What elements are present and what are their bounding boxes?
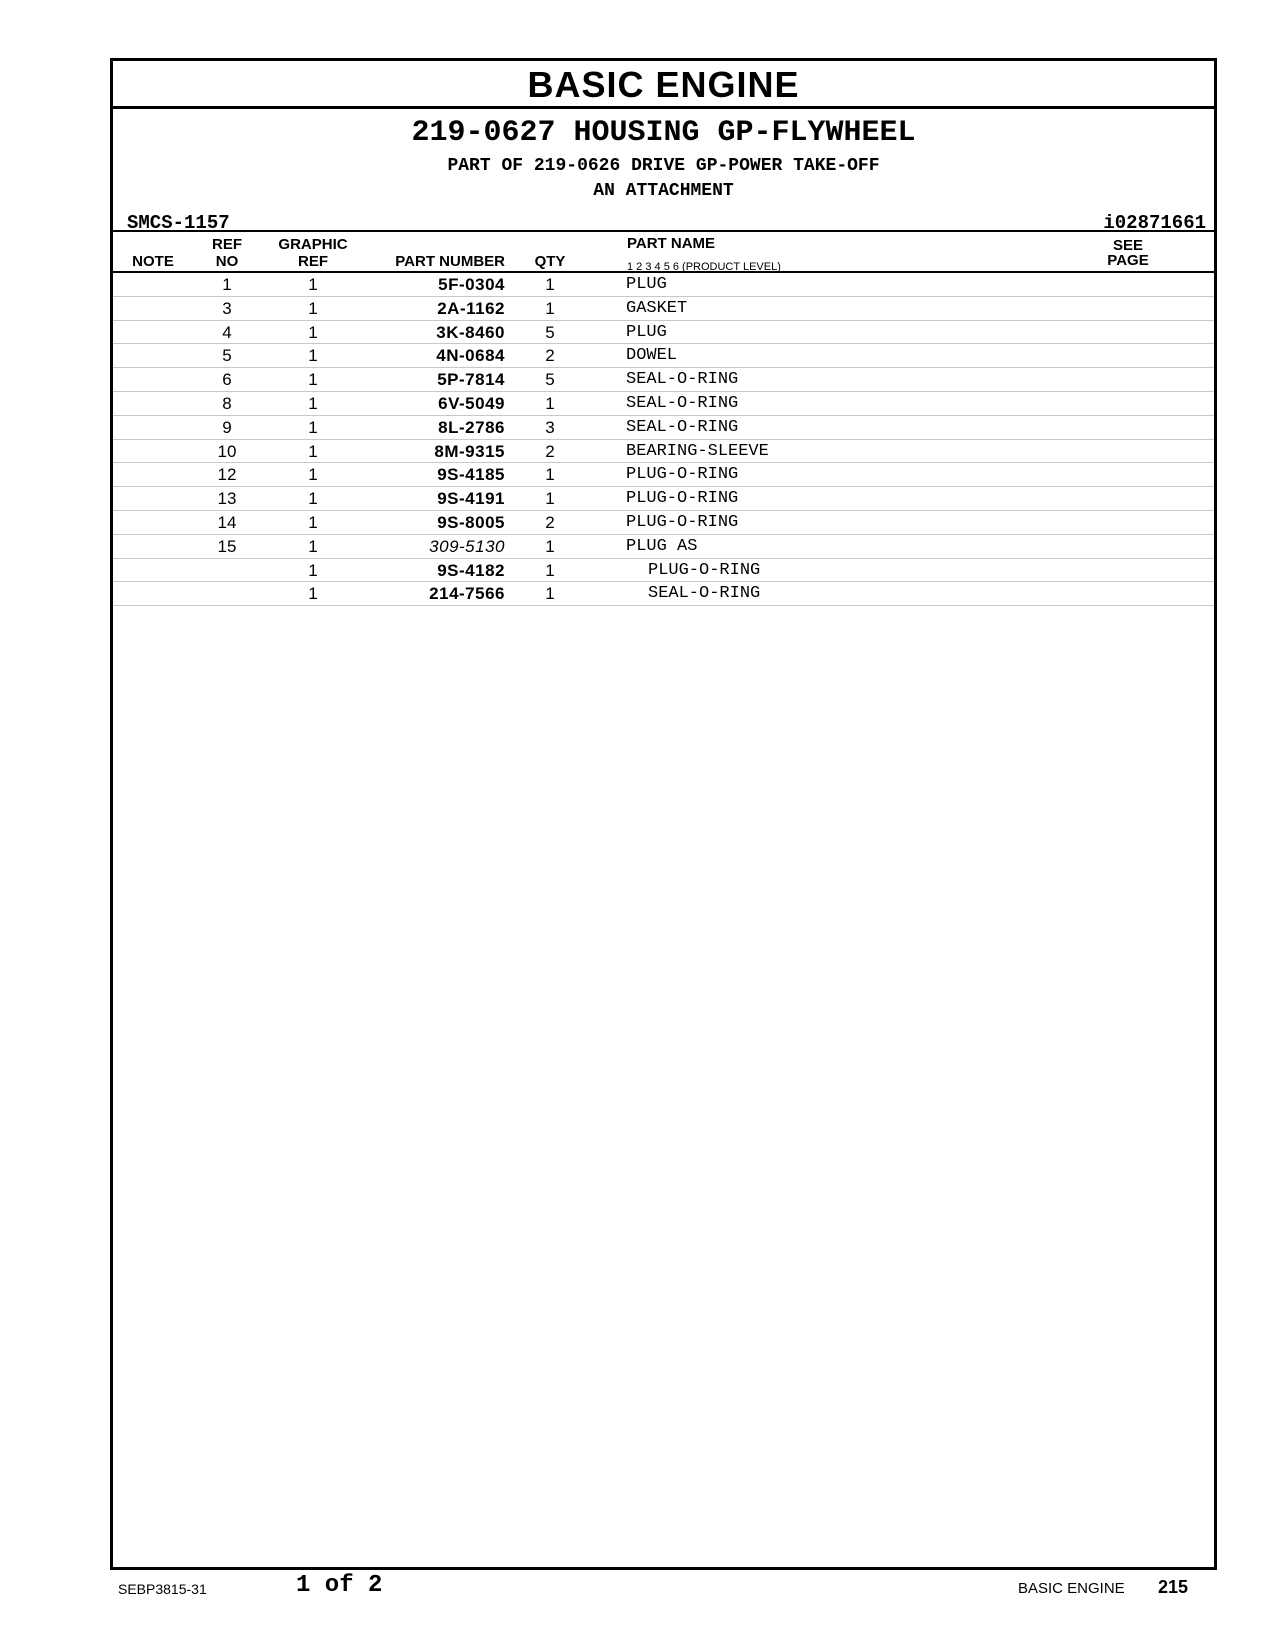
table-row <box>113 487 1214 511</box>
ref-no: 6 <box>222 370 232 390</box>
graphic-ref: 1 <box>308 536 318 556</box>
graphic-ref: 1 <box>308 275 318 294</box>
header-rule-top <box>113 230 1214 232</box>
qty: 1 <box>545 298 555 318</box>
graphic-ref: 1 <box>308 441 318 461</box>
graphic-ref: 1 <box>308 298 318 318</box>
part-name: SEAL-O-RING <box>648 584 761 604</box>
qty: 2 <box>545 441 555 461</box>
qty: 1 <box>545 536 555 556</box>
graphic-ref: 1 <box>308 417 318 437</box>
table-row <box>113 582 1214 606</box>
footer-doc-id: SEBP3815-31 <box>118 1581 207 1597</box>
qty: 1 <box>545 489 555 509</box>
qty: 1 <box>545 393 555 413</box>
part-number: 8M-9315 <box>434 441 505 461</box>
table-row <box>113 392 1214 416</box>
qty: 2 <box>545 346 555 366</box>
table-row <box>113 321 1214 345</box>
footer-page-number: 215 <box>1158 1577 1189 1597</box>
part-name: BEARING-SLEEVE <box>626 441 769 461</box>
part-name: PLUG AS <box>626 536 698 556</box>
part-number: 4N-0684 <box>436 346 505 366</box>
ref-no: 10 <box>217 441 237 461</box>
table-row <box>113 463 1214 487</box>
table-row <box>113 344 1214 368</box>
col-graphic-ref-line2: REF <box>298 253 328 270</box>
part-name: SEAL-O-RING <box>626 417 739 437</box>
part-name: PLUG-O-RING <box>626 512 739 532</box>
footer-section: BASIC ENGINE <box>1018 1580 1125 1597</box>
part-number: 309-5130 <box>429 536 505 556</box>
ref-no: 8 <box>222 393 232 413</box>
part-name: PLUG-O-RING <box>648 560 761 580</box>
part-name: PLUG-O-RING <box>626 489 739 509</box>
col-ref-no-line1: REF <box>212 236 242 253</box>
col-qty: QTY <box>534 253 566 270</box>
part-name: GASKET <box>626 298 688 318</box>
graphic-ref: 1 <box>308 322 318 342</box>
part-name: SEAL-O-RING <box>626 393 739 413</box>
qty: 5 <box>545 322 555 342</box>
part-name: SEAL-O-RING <box>626 370 739 390</box>
part-number: 214-7566 <box>429 584 505 604</box>
part-number: 9S-4191 <box>437 489 505 509</box>
part-number: 9S-4185 <box>437 465 505 485</box>
qty: 1 <box>545 465 555 485</box>
qty: 5 <box>545 370 555 390</box>
footer-page-of: 1 of 2 <box>296 1572 383 1599</box>
qty: 1 <box>545 275 555 294</box>
part-name: DOWEL <box>626 346 678 366</box>
ref-no: 4 <box>222 322 232 342</box>
qty: 2 <box>545 512 555 532</box>
qty: 1 <box>545 584 555 604</box>
col-ref-no-line2: NO <box>215 253 239 270</box>
part-number: 5F-0304 <box>438 275 505 294</box>
graphic-ref: 1 <box>308 370 318 390</box>
parts-table <box>113 273 1214 606</box>
part-number: 3K-8460 <box>436 322 505 342</box>
table-row <box>113 273 1214 297</box>
table-row <box>113 297 1214 321</box>
part-name: PLUG <box>626 322 667 342</box>
ref-no: 15 <box>217 536 237 556</box>
ref-no: 5 <box>222 346 232 366</box>
part-number: 8L-2786 <box>438 417 505 437</box>
table-row <box>113 416 1214 440</box>
section-title: BASIC ENGINE <box>113 61 1214 109</box>
ref-no: 12 <box>217 465 237 485</box>
table-row <box>113 511 1214 535</box>
part-name: PLUG-O-RING <box>626 465 739 485</box>
table-row <box>113 535 1214 559</box>
ref-no: 9 <box>222 417 232 437</box>
qty: 3 <box>545 417 555 437</box>
graphic-ref: 1 <box>308 465 318 485</box>
col-see-page-line1: SEE <box>1112 237 1143 254</box>
graphic-ref: 1 <box>308 560 318 580</box>
table-row <box>113 368 1214 392</box>
ref-no: 3 <box>222 298 232 318</box>
group-title: 219-0627 HOUSING GP-FLYWHEEL <box>411 116 916 150</box>
info-id: i02871661 <box>1103 212 1206 234</box>
attachment-line: AN ATTACHMENT <box>593 181 734 201</box>
smcs-code: SMCS-1157 <box>127 212 230 234</box>
col-note: NOTE <box>132 253 174 270</box>
part-number: 2A-1162 <box>437 298 505 318</box>
ref-no: 13 <box>217 489 237 509</box>
table-row <box>113 559 1214 583</box>
table-row <box>113 440 1214 464</box>
ref-no: 14 <box>217 512 237 532</box>
part-number: 6V-5049 <box>438 393 505 413</box>
graphic-ref: 1 <box>308 489 318 509</box>
part-number: 9S-4182 <box>437 560 505 580</box>
graphic-ref: 1 <box>308 584 318 604</box>
part-number: 9S-8005 <box>437 512 505 532</box>
col-part-name: PART NAME <box>627 235 716 252</box>
col-part-number: PART NUMBER <box>395 253 505 270</box>
graphic-ref: 1 <box>308 512 318 532</box>
qty: 1 <box>545 560 555 580</box>
graphic-ref: 1 <box>308 393 318 413</box>
part-number: 5P-7814 <box>437 370 505 390</box>
col-see-page-line2: PAGE <box>1107 252 1149 269</box>
part-of-line: PART OF 219-0626 DRIVE GP-POWER TAKE-OFF <box>447 156 880 176</box>
part-name: PLUG <box>626 275 667 294</box>
ref-no: 1 <box>222 275 232 294</box>
col-graphic-ref-line1: GRAPHIC <box>278 236 348 253</box>
graphic-ref: 1 <box>308 346 318 366</box>
page-frame <box>110 58 1217 1570</box>
col-product-levels: 1 2 3 4 5 6 (PRODUCT LEVEL) <box>627 261 781 273</box>
